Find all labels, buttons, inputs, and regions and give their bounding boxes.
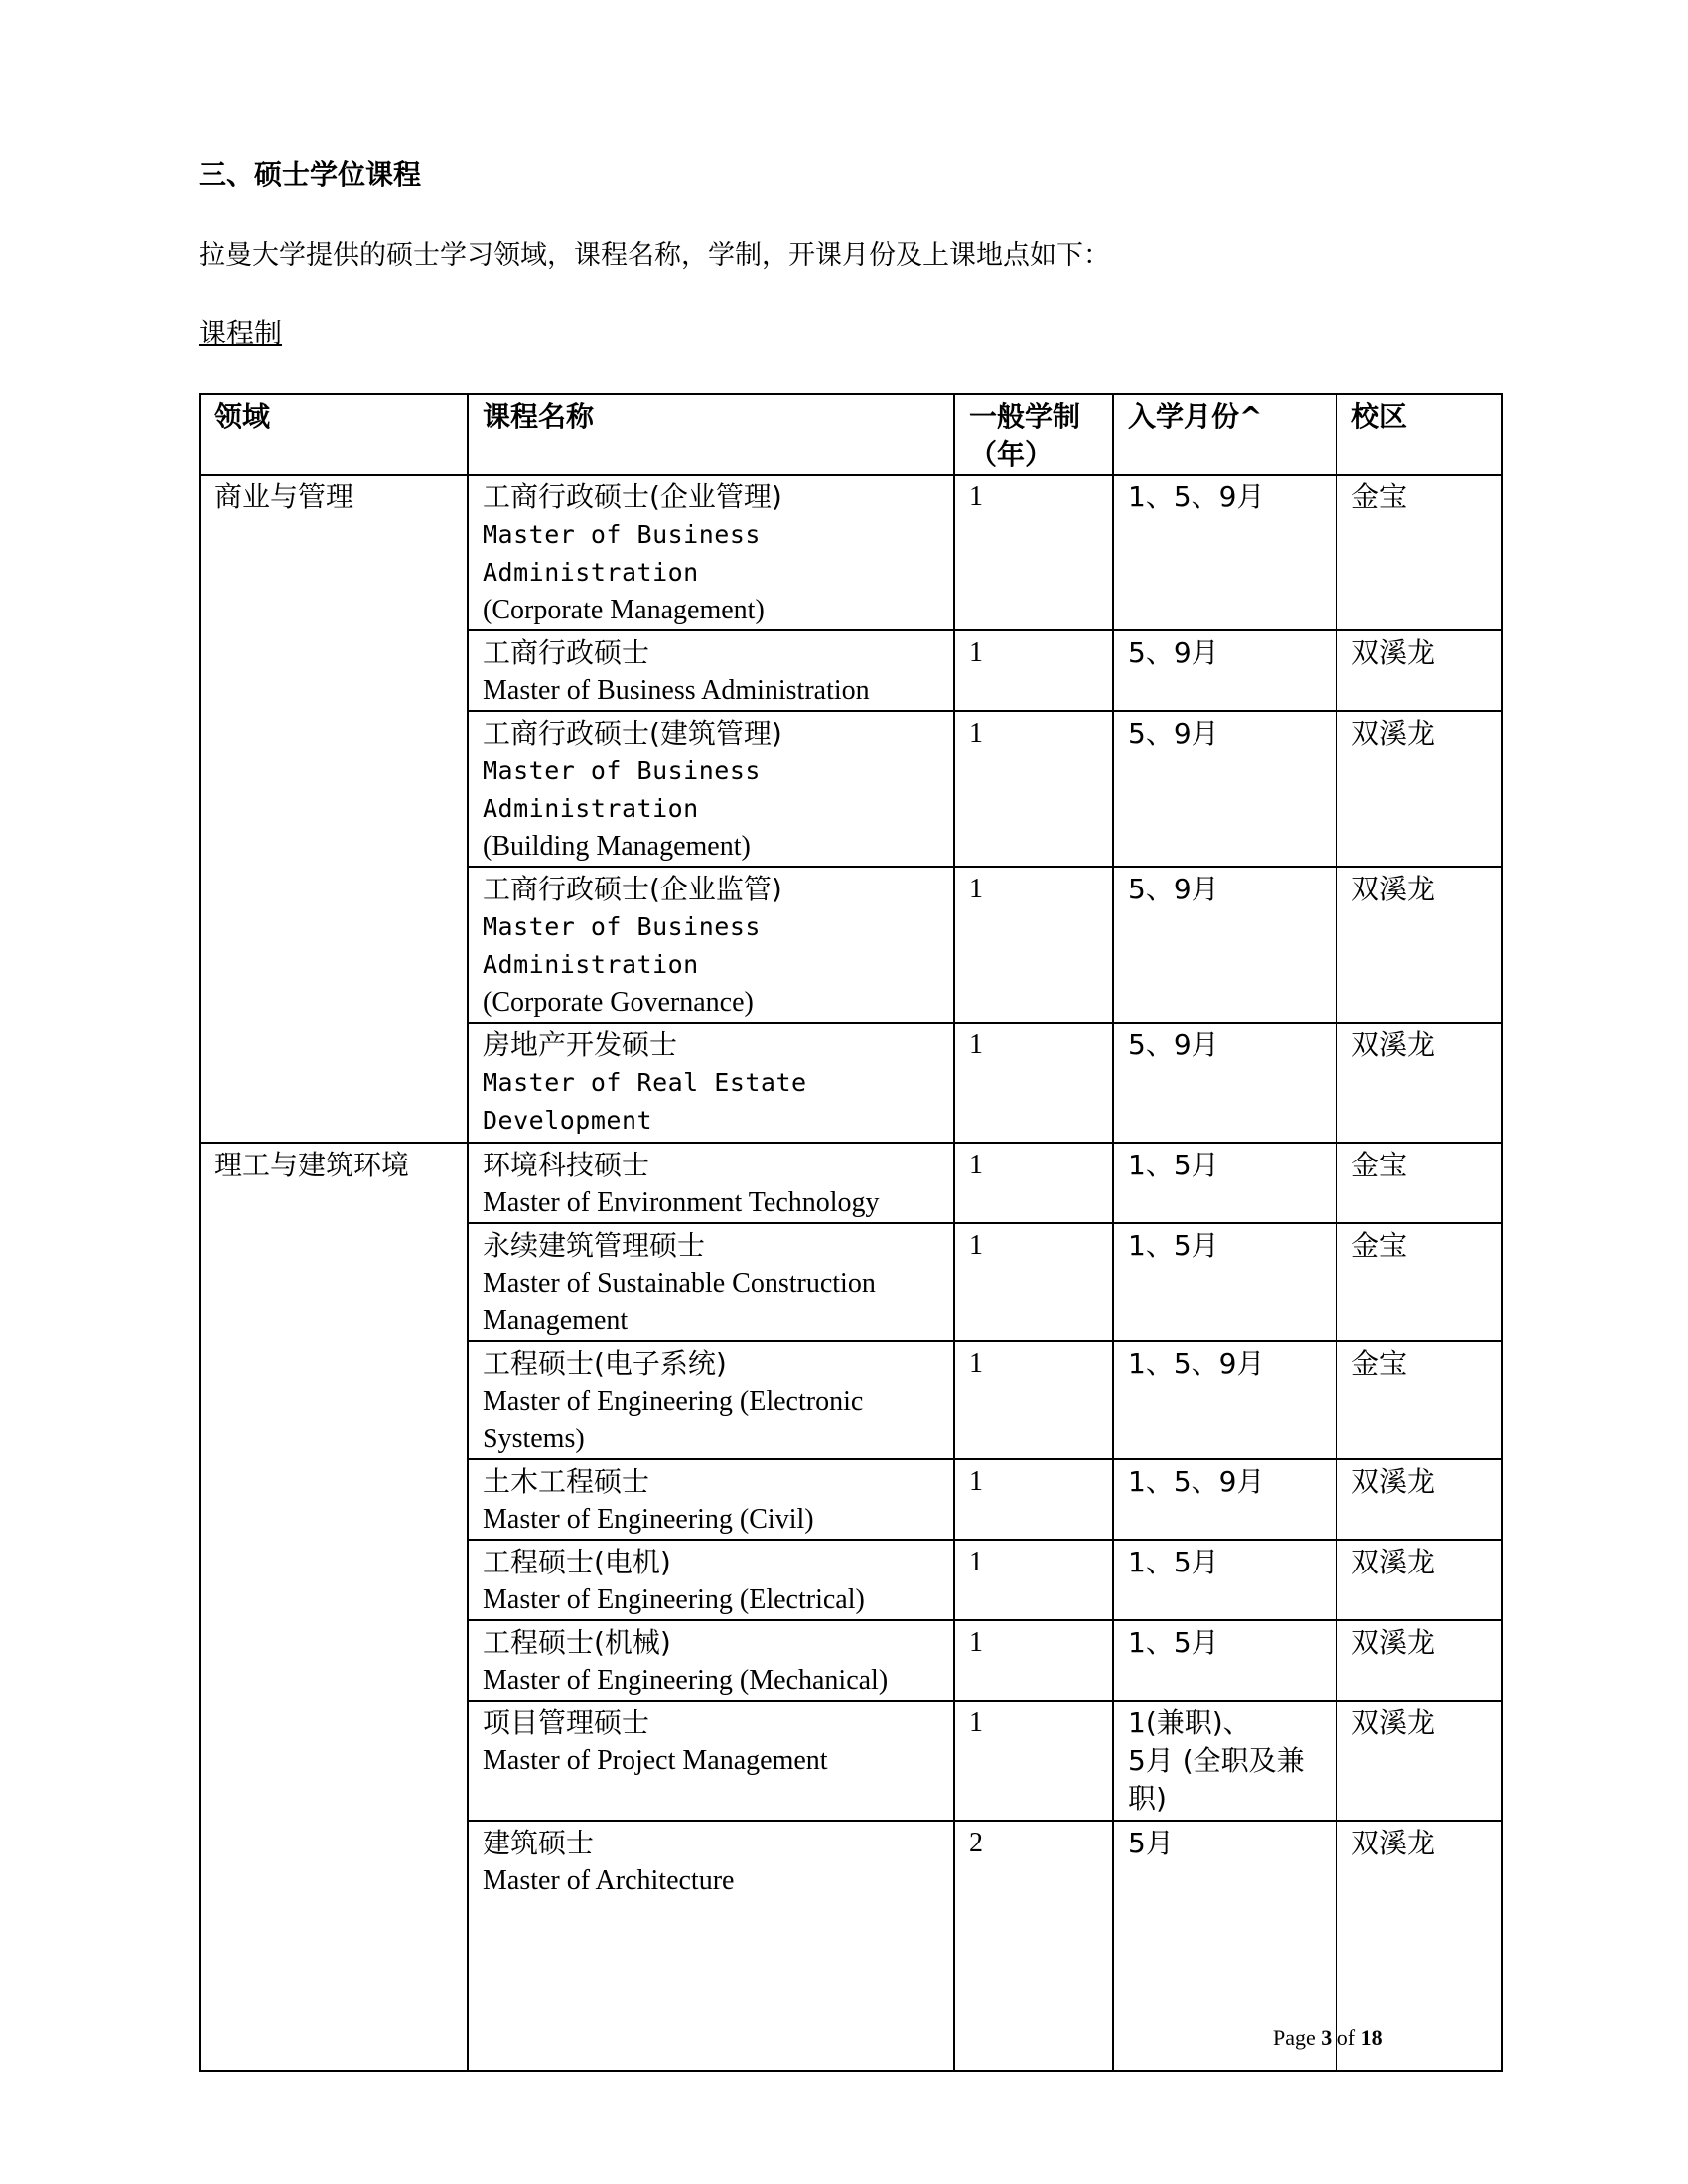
field-cell-business: 商业与管理 [200,475,468,1143]
course-name-zh: 建筑硕士 [483,1827,595,1859]
course-cell [468,475,954,630]
courses-table [199,393,1503,2072]
course-cell [468,1341,954,1459]
header-duration: 一般学制（年） [954,394,1113,475]
course-name-en-specialization: (Building Management) [483,831,751,862]
duration-cell: 1 [954,1341,1113,1459]
campus-cell: 双溪龙 [1336,1459,1502,1540]
intake-line-2: 5月 (全职及兼职) [1128,1744,1305,1815]
intake-cell: 1、5月 [1113,1223,1336,1341]
course-name-zh: 土木工程硕士 [483,1465,650,1498]
intake-line-1: 1(兼职)、 [1128,1706,1251,1739]
course-cell [468,630,954,711]
course-cell [468,1821,954,2071]
course-cell [468,1620,954,1701]
course-name-zh: 房地产开发硕士 [483,1028,678,1061]
campus-cell: 金宝 [1336,1341,1502,1459]
duration-cell: 2 [954,1821,1113,2071]
page-number: 3 [1321,2025,1333,2050]
intake-cell: 5、9月 [1113,630,1336,711]
duration-cell: 1 [954,1223,1113,1341]
course-name-en: Master of Sustainable Construction Management [483,1268,876,1336]
page-footer [1273,2025,1383,2051]
header-campus: 校区 [1336,394,1502,475]
campus-cell: 双溪龙 [1336,867,1502,1023]
course-name-zh: 工程硕士(电子系统) [483,1347,727,1380]
course-name-en: Master of Engineering (Electrical) [483,1584,865,1615]
table-row [200,1143,1502,1223]
campus-cell: 双溪龙 [1336,630,1502,711]
course-name-en: Master of Engineering (Mechanical) [483,1665,889,1696]
intake-cell: 1、5月 [1113,1143,1336,1223]
course-name-en: Master of Business Administration [483,756,761,823]
intake-cell: 5、9月 [1113,867,1336,1023]
campus-cell: 双溪龙 [1336,1540,1502,1620]
duration-cell: 1 [954,1023,1113,1143]
page-word: Page [1273,2025,1316,2050]
section-title: 三、硕士学位课程 [199,158,422,191]
of-word: of [1336,2025,1356,2050]
course-name-en: Master of Engineering (Electronic Systems) [483,1386,864,1454]
header-course: 课程名称 [468,394,954,475]
intake-cell: 1、5、9月 [1113,475,1336,630]
course-cell [468,1143,954,1223]
intake-cell: 1、5月 [1113,1620,1336,1701]
course-name-zh: 工程硕士(电机) [483,1546,671,1578]
course-name-zh: 工程硕士(机械) [483,1626,671,1659]
campus-cell: 双溪龙 [1336,1701,1502,1821]
intro-text: 拉曼大学提供的硕士学习领域，课程名称，学制，开课月份及上课地点如下： [199,240,1110,271]
duration-cell: 1 [954,867,1113,1023]
duration-cell: 1 [954,711,1113,867]
duration-cell: 1 [954,1701,1113,1821]
campus-cell: 金宝 [1336,1223,1502,1341]
intake-cell: 1、5、9月 [1113,1459,1336,1540]
campus-cell: 双溪龙 [1336,1620,1502,1701]
course-name-en: Master of Business Administration [483,912,761,979]
table-header-row [200,394,1502,475]
course-cell [468,711,954,867]
total-pages: 18 [1360,2025,1383,2050]
course-name-en-specialization: (Corporate Management) [483,595,765,625]
header-field: 领域 [200,394,468,475]
subheading: 课程制 [199,317,283,349]
course-name-en: Master of Engineering (Civil) [483,1504,814,1535]
duration-cell: 1 [954,630,1113,711]
course-name-en: Master of Architecture [483,1865,735,1896]
intake-cell: 5月 [1113,1821,1336,2071]
course-name-zh: 工商行政硕士(建筑管理) [483,717,782,750]
campus-cell: 双溪龙 [1336,1821,1502,2071]
course-name-en: Master of Environment Technology [483,1187,880,1218]
course-name-zh: 项目管理硕士 [483,1706,650,1739]
duration-cell: 1 [954,475,1113,630]
campus-cell: 金宝 [1336,1143,1502,1223]
course-cell [468,1701,954,1821]
intake-cell: 1、5月 [1113,1540,1336,1620]
intake-cell: 5、9月 [1113,1023,1336,1143]
campus-cell: 金宝 [1336,475,1502,630]
course-name-en-specialization: (Corporate Governance) [483,987,754,1018]
course-name-zh: 永续建筑管理硕士 [483,1229,706,1262]
intake-cell [1113,1701,1336,1821]
duration-cell: 1 [954,1620,1113,1701]
duration-cell: 1 [954,1459,1113,1540]
course-name-zh: 工商行政硕士(企业管理) [483,480,782,513]
course-name-en: Master of Project Management [483,1745,828,1776]
header-intake: 入学月份^ [1113,394,1336,475]
course-cell [468,867,954,1023]
intake-cell: 1、5、9月 [1113,1341,1336,1459]
course-cell [468,1223,954,1341]
course-cell [468,1459,954,1540]
campus-cell: 双溪龙 [1336,1023,1502,1143]
course-cell [468,1540,954,1620]
course-name-zh: 环境科技硕士 [483,1149,650,1181]
field-cell-engineering: 理工与建筑环境 [200,1143,468,2071]
campus-cell: 双溪龙 [1336,711,1502,867]
course-name-en: Master of Business Administration [483,520,761,587]
course-name-en: Master of Real Estate Development [483,1068,807,1135]
course-name-en: Master of Business Administration [483,675,870,706]
intake-cell: 5、9月 [1113,711,1336,867]
course-cell [468,1023,954,1143]
duration-cell: 1 [954,1540,1113,1620]
table-row [200,475,1502,630]
course-name-zh: 工商行政硕士(企业监管) [483,873,782,905]
course-name-zh: 工商行政硕士 [483,636,650,669]
duration-cell: 1 [954,1143,1113,1223]
